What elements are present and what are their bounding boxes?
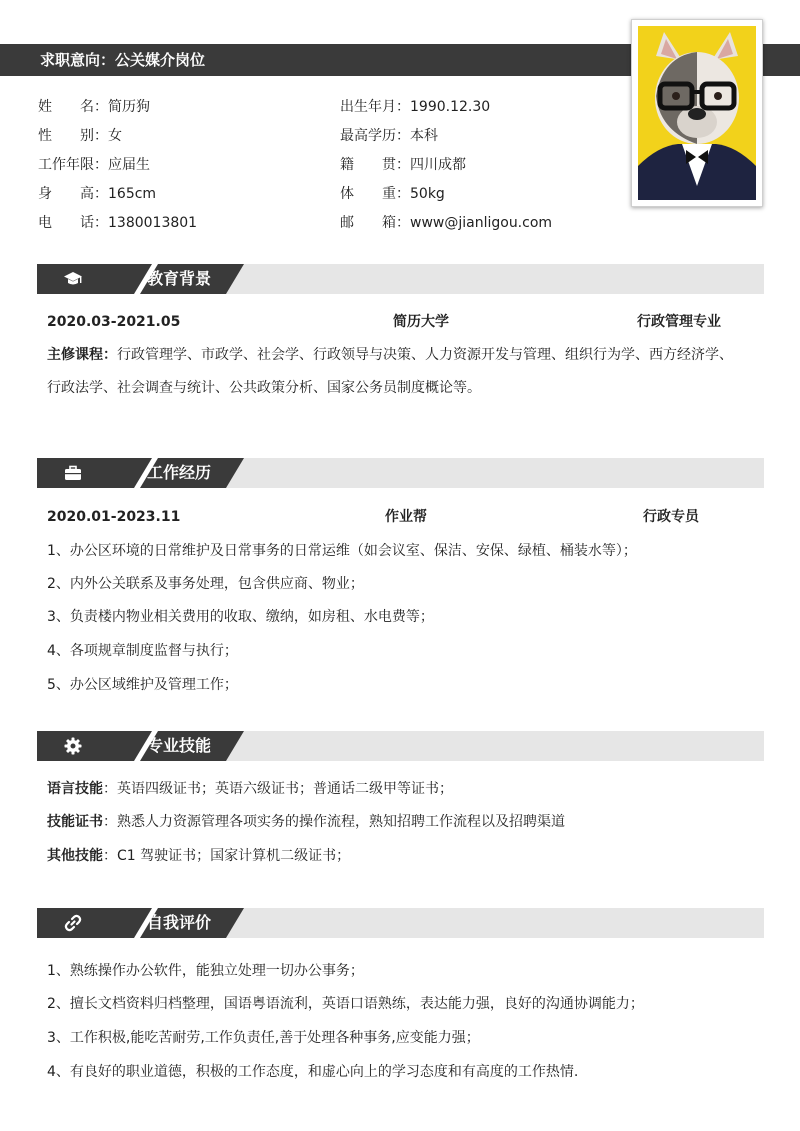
- section-self-eval-header: [37, 908, 764, 938]
- section-education-header: [37, 264, 764, 294]
- skill-label: 其他技能: [47, 848, 103, 864]
- info-name-value: 简历狗: [108, 99, 150, 115]
- info-phone-value: 1380013801: [108, 215, 198, 231]
- work-item: 3、负责楼内物业相关费用的收取、缴纳，如房租、水电费等；: [47, 609, 434, 625]
- education-courses-label: 主修课程：: [47, 347, 117, 363]
- info-email-value: www@jianligou.com: [410, 215, 553, 231]
- info-work-years-label: 工作年限：: [38, 157, 108, 173]
- info-work-years-value: 应届生: [108, 157, 150, 173]
- info-name-label: 姓 名：: [38, 99, 108, 115]
- info-phone-label: 电 话：: [38, 215, 108, 231]
- section-self-eval-title: 自我评价: [147, 913, 212, 932]
- info-education-label: 最高学历：: [340, 128, 410, 144]
- education-courses-text1: 行政管理学、市政学、社会学、行政领导与决策、人力资源开发与管理、组织行为学、西方经济学、: [117, 347, 733, 363]
- info-height-label: 身 高：: [38, 186, 108, 202]
- self-eval-item: 2、擅长文档资料归档整理，国语粤语流利，英语口语熟练，表达能力强，良好的沟通协调能力；: [47, 996, 644, 1012]
- info-birth: [340, 96, 490, 118]
- info-email: [340, 212, 552, 234]
- info-birth-value: 1990.12.30: [410, 99, 491, 115]
- skill-text: ：英语四级证书；英语六级证书；普通话二级甲等证书；: [103, 781, 453, 797]
- education-courses-line1: [47, 344, 733, 366]
- info-height: [38, 183, 156, 205]
- info-weight: [340, 183, 445, 205]
- section-work-header: [37, 458, 764, 488]
- job-intention-title: 求职意向：公关媒介岗位: [40, 51, 206, 69]
- work-item: 1、办公区环境的日常维护及日常事务的日常运维（如会议室、保洁、安保、绿植、桶装水等）；: [47, 543, 637, 559]
- info-education: [340, 125, 438, 147]
- info-weight-label: 体 重：: [340, 186, 410, 202]
- info-work-years: [38, 154, 150, 176]
- work-item: 4、各项规章制度监督与执行；: [47, 643, 238, 659]
- skill-item: [47, 778, 453, 800]
- work-item: 2、内外公关联系及事务处理，包含供应商、物业；: [47, 576, 364, 592]
- work-item: 5、办公区域维护及管理工作；: [47, 677, 238, 693]
- section-education-title: 教育背景: [147, 269, 212, 288]
- education-school: 简历大学: [393, 314, 449, 330]
- skill-text: ：C1 驾驶证书；国家计算机二级证书；: [103, 848, 351, 864]
- education-major: 行政管理专业: [637, 314, 721, 330]
- skill-label: 技能证书: [47, 814, 103, 830]
- section-skills-header: [37, 731, 764, 761]
- graduation-cap-icon: [63, 269, 83, 289]
- info-phone: [38, 212, 197, 234]
- briefcase-icon: [63, 463, 83, 483]
- info-name: [38, 96, 150, 118]
- profile-photo: [631, 19, 763, 207]
- skill-text: ：熟悉人力资源管理各项实务的操作流程，熟知招聘工作流程以及招聘渠道: [103, 814, 565, 830]
- work-company: 作业帮: [385, 509, 427, 525]
- info-weight-value: 50kg: [410, 186, 445, 202]
- bulldog-with-glasses-photo: [638, 26, 756, 200]
- info-education-value: 本科: [410, 128, 438, 144]
- skill-item: [47, 845, 350, 867]
- self-eval-item: 4、有良好的职业道德，积极的工作态度，和虚心向上的学习态度和有高度的工作热情.: [47, 1064, 579, 1080]
- skill-label: 语言技能: [47, 781, 103, 797]
- skill-item: [47, 811, 565, 833]
- education-courses-line2: 行政法学、社会调查与统计、公共政策分析、国家公务员制度概论等。: [47, 380, 481, 396]
- info-email-label: 邮 箱：: [340, 215, 410, 231]
- info-gender: [38, 125, 122, 147]
- self-eval-item: 1、熟练操作办公软件，能独立处理一切办公事务；: [47, 963, 364, 979]
- section-work-title: 工作经历: [147, 463, 212, 482]
- gear-icon: [63, 736, 83, 756]
- education-date: 2020.03-2021.05: [47, 314, 181, 330]
- link-icon: [63, 913, 83, 933]
- section-skills-title: 专业技能: [147, 736, 212, 755]
- work-date: 2020.01-2023.11: [47, 509, 181, 525]
- self-eval-item: 3、工作积极,能吃苦耐劳,工作负责任,善于处理各种事务,应变能力强；: [47, 1030, 480, 1046]
- info-gender-value: 女: [108, 128, 122, 144]
- info-origin-value: 四川成都: [410, 157, 466, 173]
- info-gender-label: 性 别：: [38, 128, 108, 144]
- work-position: 行政专员: [643, 509, 699, 525]
- info-height-value: 165cm: [108, 186, 157, 202]
- info-origin: [340, 154, 466, 176]
- info-birth-label: 出生年月：: [340, 99, 410, 115]
- info-origin-label: 籍 贯：: [340, 157, 410, 173]
